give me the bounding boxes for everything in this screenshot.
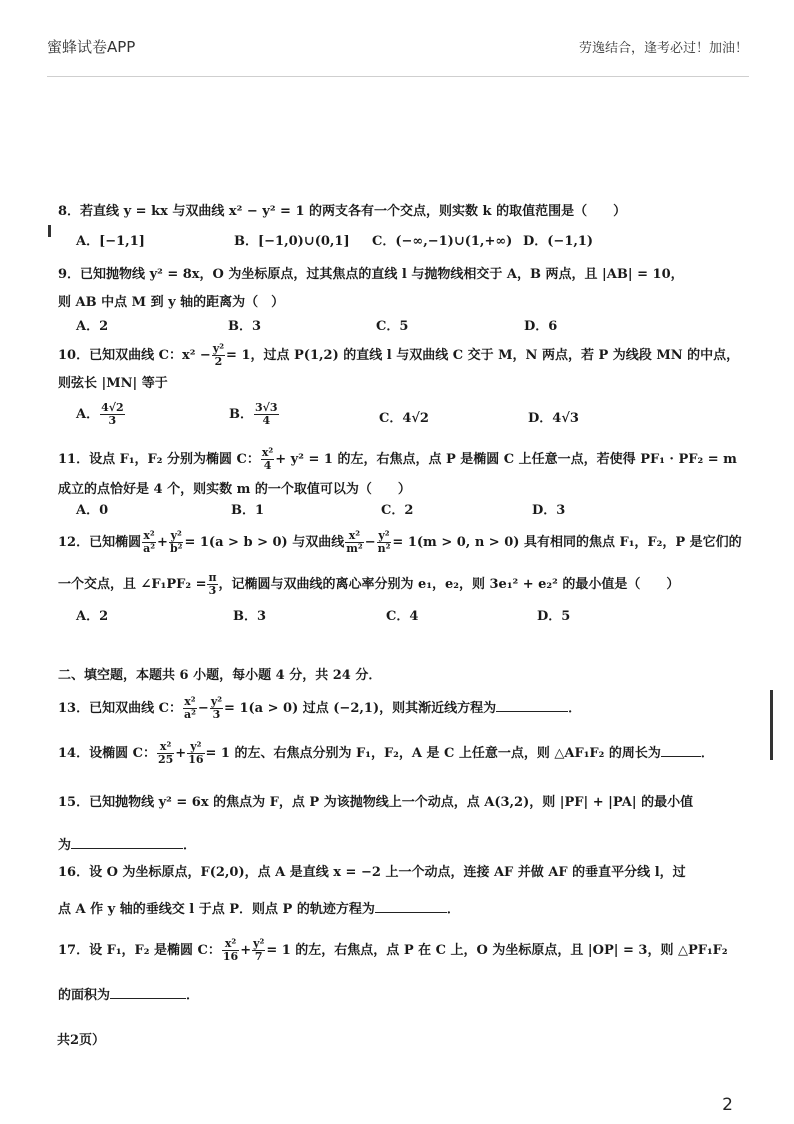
q15-answer-blank[interactable]: [71, 836, 183, 849]
q10-fraction: $\frac{\text{y²}}{2}$: [212, 342, 225, 368]
q8-option-c: C．(−∞,−1)∪(1,+∞): [372, 234, 513, 249]
q11-option-c: C．2: [381, 503, 414, 518]
q9-option-a: A．2: [76, 319, 109, 334]
q12-stem-2: 一个交点，且 ∠F₁PF₂ = $\frac{\pi}{3}$ ，记椭圆与双曲线的离心率分别为 e₁，e₂，则 3e₁² + e₂² 的最小值是（ ）: [58, 571, 680, 597]
q10-stem-b: = 1，过点 P(1,2) 的直线 l 与双曲线 C 交于 M，N 两点，若 P 为线段 MN 的中点，: [226, 348, 740, 363]
page-number: 2: [722, 1095, 733, 1115]
q9-stem: 9．已知抛物线 y² = 8x，O 为坐标原点，过其焦点的直线 l 与抛物线相交于 A，B 两点，且 |AB| = 10，: [58, 267, 684, 282]
q14-answer-blank[interactable]: [661, 744, 701, 757]
q11-option-d: D．3: [532, 503, 566, 518]
q9-option-c: C．5: [376, 319, 409, 334]
q11-stem-2: 成立的点恰好是 4 个，则实数 m 的一个取值可以为（ ）: [58, 482, 411, 497]
q15-stem: 15．已知抛物线 y² = 6x 的焦点为 F，点 P 为该抛物线上一个动点，点 A(3,2)，则 |PF| + |PA| 的最小值: [58, 795, 694, 810]
q16-stem: 16．设 O 为坐标原点，F(2,0)，点 A 是直线 x = −2 上一个动点，连接 AF 并做 AF 的垂直平分线 l，过: [58, 865, 686, 880]
scan-mark-right: [770, 690, 773, 760]
q15-stem-2: 为 ．: [58, 838, 197, 853]
q10-stem-2: 则弦长 |MN| 等于: [58, 376, 168, 391]
slogan: 劳逸结合，逢考必过！加油！: [578, 41, 748, 56]
q10-option-a: A． $\frac{4√2}{3}$: [76, 401, 124, 427]
q9-option-d: D．6: [524, 319, 558, 334]
q17-answer-blank[interactable]: [110, 986, 186, 999]
q10-option-c: C．4√2: [379, 411, 429, 426]
scan-mark-left: [48, 225, 51, 237]
section-2-heading: 二、填空题，本题共 6 小题，每小题 4 分，共 24 分．: [58, 668, 382, 683]
q8-option-d: D．(−1,1): [523, 234, 594, 249]
q17-stem: 17．设 F₁，F₂ 是椭圆 C： $\frac{\text{x²}}{16}$ + $\frac{\text{y²}}{7}$ = 1 的左，右焦点，点 P 在 C 上，O 为坐标原点，且 |OP| = 3，则 △PF₁F₂: [58, 937, 728, 963]
q8-option-b: B．[−1,0)∪(0,1]: [234, 234, 350, 249]
q16-answer-blank[interactable]: [375, 900, 447, 913]
page-header: [0, 0, 794, 78]
q11-option-a: A．0: [76, 503, 109, 518]
q11-option-b: B．1: [231, 503, 265, 518]
q9-option-b: B．3: [228, 319, 262, 334]
page-count-note: 共2页）: [57, 1033, 106, 1048]
q13-stem: 13．已知双曲线 C： $\frac{\text{x²}}{\text{a²}}$ − $\frac{\text{y²}}{3}$ = 1(a > 0) 过点 (−2,1)，则其渐近线方程为 ．: [58, 695, 582, 721]
q8-stem: 8．若直线 y = kx 与双曲线 x² − y² = 1 的两支各有一个交点，则实数 k 的取值范围是（ ）: [58, 204, 627, 219]
q12-stem: 12．已知椭圆 $\frac{\text{x²}}{\text{a²}}$ + $\frac{\text{y²}}{\text{b²}}$ = 1(a > b > 0) 与双曲线 $\frac{\text{x²}}{\text{m²}}$ − $\frac{\text{y²}}{\text{n²}}$ = 1(m > 0, n > 0) 具有相同的焦点 F₁，F₂，P 是它们的: [58, 529, 742, 555]
q12-option-c: C．4: [386, 609, 419, 624]
app-name: 蜜蜂试卷APP: [47, 38, 136, 56]
q12-option-b: B．3: [233, 609, 267, 624]
q12-option-d: D．5: [537, 609, 571, 624]
q13-answer-blank[interactable]: [496, 699, 568, 712]
q14-stem: 14．设椭圆 C： $\frac{\text{x²}}{25}$ + $\frac{\text{y²}}{16}$ = 1 的左、右焦点分别为 F₁，F₂，A 是 C 上任意一点，则 △AF₁F₂ 的周长为 ．: [58, 740, 714, 766]
q9-stem-2: 则 AB 中点 M 到 y 轴的距离为（ ）: [58, 295, 285, 310]
q17-stem-2: 的面积为 ．: [58, 988, 200, 1003]
header-divider: [47, 76, 749, 77]
q8-option-a: A．[−1,1]: [76, 234, 145, 249]
q12-option-a: A．2: [76, 609, 109, 624]
q10-stem-a: 10．已知双曲线 C：x² −: [58, 348, 211, 363]
q10-stem: [58, 343, 739, 368]
q10-option-b: B． $\frac{3√3}{4}$: [229, 401, 278, 427]
q16-stem-2: 点 A 作 y 轴的垂线交 l 于点 P．则点 P 的轨迹方程为 ．: [58, 902, 460, 917]
q10-option-d: D．4√3: [528, 411, 579, 426]
q11-stem: 11．设点 F₁，F₂ 分别为椭圆 C： $\frac{\text{x²}}{4}$ + y² = 1 的左，右焦点，点 P 是椭圆 C 上任意一点，若使得 PF₁ · PF₂ = m: [58, 446, 737, 472]
